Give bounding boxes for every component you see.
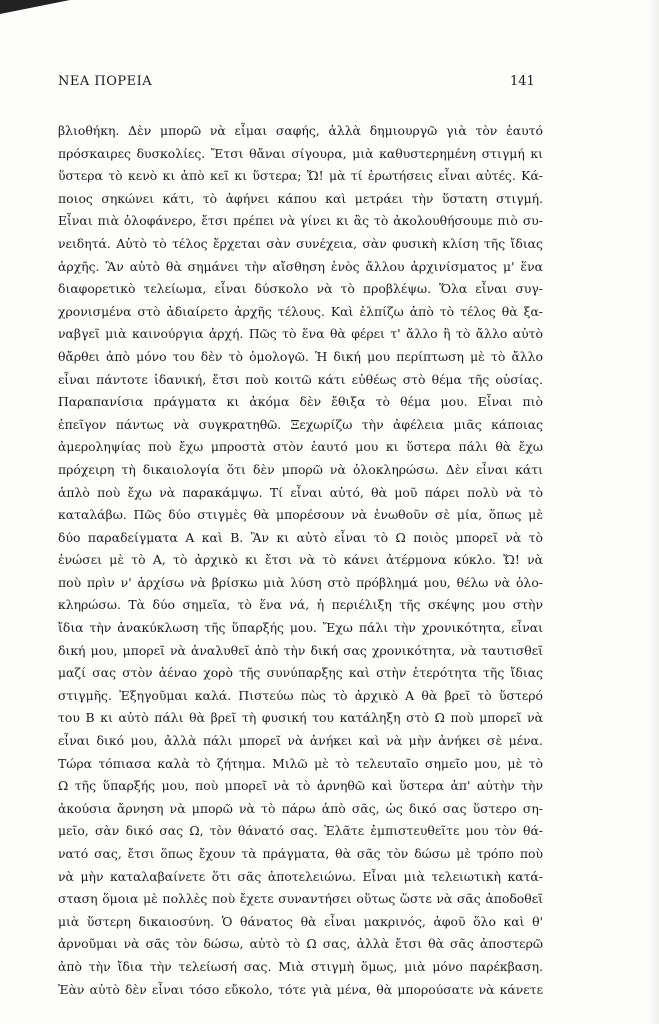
scan-edge-shadow xyxy=(649,0,659,1024)
text-line: νειδητά. Αὐτὸ τὸ τέλος ἔρχεται σὰν συνέχεια, σὰν φυσικὴ κλίση τῆς ἴδιας xyxy=(58,235,543,251)
text-line: ναβγεῖ μιὰ καινούργια ἀρχή. Πῶς τὸ ἕνα θὰ φέρει τ' ἄλλο ἢ τὸ ἄλλο αὐτὸ xyxy=(58,326,543,342)
text-line: Ἐὰν αὐτὸ δὲν εἶναι τόσο εὔκολο, τότε γιὰ μένα, θὰ μπορούσατε νὰ κάνετε xyxy=(58,981,543,997)
text-line: πρόσκαιρες δυσκολίες. Ἔτσι θἄναι σίγουρα, μιὰ καθυστερημένη στιγμή κι xyxy=(58,145,543,161)
text-line: βλιοθήκη. Δὲν μπορῶ νὰ εἶμαι σαφής, ἀλλὰ δημιουργῶ γιὰ τὸν ἑαυτό xyxy=(58,123,543,138)
text-line: ἀρνοῦμαι νὰ σᾶς τὸν δώσω, αὐτὸ τὸ Ω σας, ἀλλὰ ἔτσι θὰ σᾶς ἀποστερῶ xyxy=(58,936,543,952)
text-line: ἀρχῆς. Ἂν αὐτὸ θὰ σημάνει τὴν αἴσθηση ἑνὸς ἄλλου ἀρχινίσματος μ' ἕνα xyxy=(58,258,543,274)
text-line: Παραπανίσια πράγματα κι ἀκόμα δὲν ἔθιξα τὸ θέμα μου. Εἶναι πιὸ xyxy=(58,394,543,410)
text-line: εἶναι δικό μου, ἀλλὰ πάλι μπορεῖ νὰ ἀνήκει καὶ νὰ μὴν ἀνήκει σὲ μένα. xyxy=(58,733,543,749)
text-line: ἑνώσει μὲ τὸ Α, τὸ ἀρχικὸ κι ἔτσι νὰ τὸ κάνει ἀτέρμονα κύκλο. Ὤ! νὰ xyxy=(58,552,543,568)
text-line: σταση ὅμοια μὲ πολλὲς ποὺ ἔχετε συναντήσει οὕτως ὥστε νὰ σᾶς ἀποδοθεῖ xyxy=(58,891,543,907)
text-line: ἀμεροληψίας ποὺ ἔχω μπροστὰ στὸν ἑαυτό μου κι ὕστερα πάλι θὰ ἔχω xyxy=(58,439,543,455)
text-line: ἀπὸ τὴν ἴδια τὴν τελείωσή σας. Μιὰ στιγμὴ ὅμως, μιὰ μόνο παρέκβαση. xyxy=(58,958,543,974)
text-line: Ω τῆς ὕπαρξής μου, ποὺ μπορεῖ νὰ τὸ ἀρνηθῶ καὶ ὕστερα ἀπ' αὐτὴν τὴν xyxy=(58,778,543,794)
text-line: κληρώσω. Τὰ δύο σημεῖα, τὸ ἕνα νά, ἡ περιέλιξη τῆς σκέψης μου στὴν xyxy=(58,597,543,613)
text-line: Τώρα τόπιασα καλὰ τὸ ζήτημα. Μιλῶ μὲ τὸ τελευταῖο σημεῖο μου, μὲ τὸ xyxy=(58,755,543,771)
text-line: ἁπλὸ ποὺ ἔχω νὰ παρακάμψω. Τί εἶναι αὐτό, θὰ μοῦ πάρει πολὺ νὰ τὸ xyxy=(58,484,543,500)
text-line: καταλάβω. Πῶς δύο στιγμὲς θὰ μπορέσουν νὰ ἑνωθοῦν σὲ μία, ὅπως μὲ xyxy=(58,507,543,523)
text-line: νὰ μὴν καταλαβαίνετε ὅτι σᾶς ἀποτελειώνω. Εἶναι μιὰ τελειωτικὴ κατά- xyxy=(58,868,543,884)
text-line: χρονισμένα στὸ ἀδιαίρετο ἀρχῆς τέλους. Καὶ ἐλπίζω ἀπὸ τὸ τέλος θὰ ξα- xyxy=(58,303,543,319)
text-line: μεῖο, σὰν δικό σας Ω, τὸν θάνατό σας. Ἐλᾶτε ἐμπιστευθεῖτε μου τὸν θά- xyxy=(58,823,543,839)
text-line: διαφορετικὸ τελείωμα, εἶναι δύσκολο νὰ τὸ προβλέψω. Ὅλα εἶναι συγ- xyxy=(58,281,543,297)
body-text xyxy=(58,120,543,1001)
text-line: ἐπεῖγον πάντως νὰ συγκρατηθῶ. Ξεχωρίζω τὴν ἀφέλεια μιᾶς κάποιας xyxy=(58,416,543,432)
text-line: ἴδια τὴν ἀνακύκλωση τῆς ὕπαρξής μου. Ἔχω πάλι τὴν χρονικότητα, εἶναι xyxy=(58,620,543,636)
text-line: δική μου, μπορεῖ νὰ ἀναλυθεῖ ἀπὸ τὴν δική σας χρονικότητα, νὰ ταυτισθεῖ xyxy=(58,642,543,658)
text-line: στιγμῆς. Ἐξηγοῦμαι καλά. Πιστεύω πὼς τὸ ἀρχικὸ Α θὰ βρεῖ τὸ ὕστερό xyxy=(58,687,543,703)
text-line: ποὺ πρὶν ν' ἀρχίσω νὰ βρίσκω μιὰ λύση στὸ πρόβλημά μου, θέλω νὰ ὁλο- xyxy=(58,574,543,590)
text-line: νατό σας, ἔτσι ὅπως ἔχουν τὰ πράγματα, θὰ σᾶς τὸν δώσω μὲ τρόπο ποὺ xyxy=(58,846,543,861)
text-line: εἶναι πάντοτε ἰδανική, ἔτσι ποὺ κοιτῶ κάτι εὐθέως στὸ θέμα τῆς οὐσίας. xyxy=(58,371,543,387)
text-line: δύο παραδείγματα Α καὶ Β. Ἂν κι αὐτὸ εἶναι τὸ Ω ποιὸς μπορεῖ νὰ τὸ xyxy=(58,529,543,545)
text-line: ποιος σηκώνει κάτι, τὸ ἀφήνει κάπου καὶ μετράει τὴν ὕστατη στιγμή. xyxy=(58,190,543,206)
text-line: Εἶναι πιὰ ὁλοφάνερο, ἔτσι πρέπει νὰ γίνει κι ἂς τὸ ἀκολουθήσουμε πιὸ συ- xyxy=(58,213,543,229)
page-number: 141 xyxy=(510,74,535,89)
text-line: ἀκούσια ἄρνηση νὰ μπορῶ νὰ τὸ πάρω ἀπὸ σᾶς, ὡς δικό σας ὕστερο ση- xyxy=(58,800,543,816)
scan-corner-shadow xyxy=(0,0,70,14)
text-line: του Β κι αὐτὸ πάλι θὰ βρεῖ τὴ φυσική του κατάληξη στὸ Ω ποὺ μπορεῖ νὰ xyxy=(58,710,543,726)
text-line: θἄρθει ἀπὸ μόνο του δὲν τὸ ὁμολογῶ. Ἡ δική μου περίπτωση μὲ τὸ ἄλλο xyxy=(58,348,543,364)
text-line: ὕστερα τὸ κενὸ κι ἀπὸ κεῖ κι ὕστερα; Ὤ! μὰ τί ἐρωτήσεις εἶναι αὐτές. Κά- xyxy=(58,168,543,184)
running-head: ΝΕΑ ΠΟΡΕΙΑ xyxy=(58,74,153,89)
text-line: πρόχειρη τὴ δικαιολογία ὅτι δὲν μπορῶ νὰ ὁλοκληρώσω. Δὲν εἶναι κάτι xyxy=(58,461,543,477)
text-line: μιὰ ὕστερη δικαιοσύνη. Ὁ θάνατος θὰ εἶναι μακρινός, ἀφοῦ ὅλο καὶ θ' xyxy=(58,913,543,929)
text-line: μαζί σας στὸν ἀέναο χορὸ τῆς συνύπαρξης καὶ στὴν ἑτερότητα τῆς ἴδιας xyxy=(58,665,543,681)
